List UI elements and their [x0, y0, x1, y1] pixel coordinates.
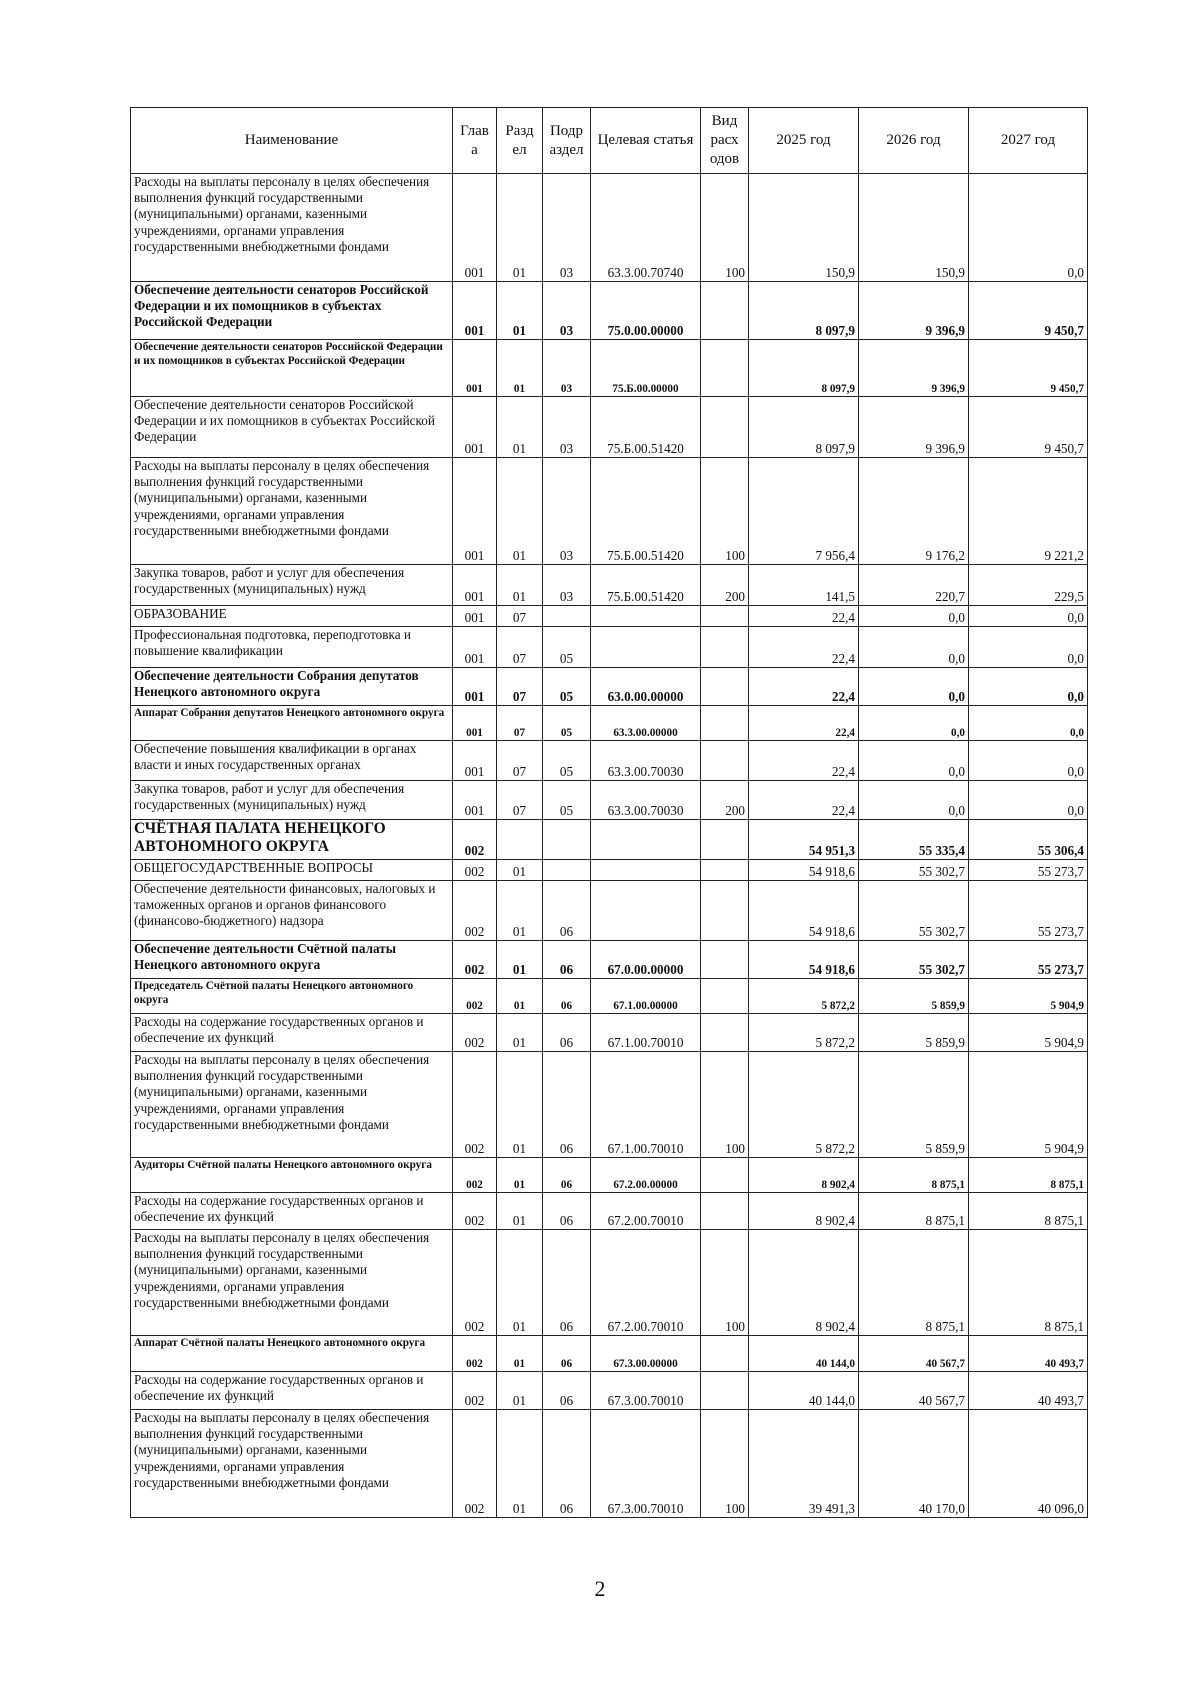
cell-expense-type — [701, 340, 749, 397]
cell-2027: 55 273,7 — [969, 860, 1088, 881]
cell-2027: 0,0 — [969, 706, 1088, 741]
cell-2027: 9 221,2 — [969, 458, 1088, 565]
cell-2027: 0,0 — [969, 781, 1088, 820]
cell-expense-type — [701, 606, 749, 627]
cell-2025: 54 918,6 — [749, 941, 859, 979]
cell-name: Закупка товаров, работ и услуг для обеспечения государственных (муниципальных) нужд — [131, 565, 453, 606]
table-row — [131, 1372, 1088, 1410]
table-row — [131, 979, 1088, 1014]
cell-2027: 9 450,7 — [969, 282, 1088, 340]
table-body — [131, 174, 1088, 1518]
cell-razdel — [497, 820, 543, 860]
cell-name: Расходы на выплаты персоналу в целях обеспечения выполнения функций государственными (муниципальными) органами, казенными учреждениями, органами управления государственными внебюджетными фондами — [131, 1052, 453, 1158]
cell-2026: 55 335,4 — [859, 820, 969, 860]
table-row — [131, 397, 1088, 458]
col-header-name: Наименование — [131, 108, 453, 174]
table-row — [131, 627, 1088, 668]
cell-name: Обеспечение деятельности сенаторов Российской Федерации и их помощников в субъектах Российской Федерации — [131, 340, 453, 397]
cell-razdel: 07 — [497, 627, 543, 668]
cell-name: Обеспечение деятельности Счётной палаты Ненецкого автономного округа — [131, 941, 453, 979]
cell-razdel: 01 — [497, 1230, 543, 1336]
cell-glava: 001 — [453, 565, 497, 606]
col-header-2025: 2025 год — [749, 108, 859, 174]
table-row — [131, 282, 1088, 340]
cell-podrazdel: 06 — [543, 1193, 591, 1230]
table-row — [131, 1193, 1088, 1230]
cell-2025: 8 902,4 — [749, 1158, 859, 1193]
cell-razdel: 01 — [497, 1193, 543, 1230]
cell-podrazdel: 06 — [543, 1230, 591, 1336]
cell-expense-type: 100 — [701, 174, 749, 282]
cell-expense-type — [701, 1158, 749, 1193]
table-row — [131, 1410, 1088, 1518]
cell-name: Закупка товаров, работ и услуг для обеспечения государственных (муниципальных) нужд — [131, 781, 453, 820]
cell-2026: 5 859,9 — [859, 1052, 969, 1158]
cell-2027: 5 904,9 — [969, 979, 1088, 1014]
cell-glava: 001 — [453, 458, 497, 565]
cell-expense-type: 200 — [701, 781, 749, 820]
cell-2026: 9 396,9 — [859, 397, 969, 458]
cell-glava: 001 — [453, 741, 497, 781]
cell-podrazdel: 06 — [543, 979, 591, 1014]
cell-razdel: 01 — [497, 1410, 543, 1518]
cell-glava: 001 — [453, 397, 497, 458]
cell-glava: 001 — [453, 606, 497, 627]
cell-razdel: 01 — [497, 1014, 543, 1052]
cell-glava: 001 — [453, 340, 497, 397]
cell-glava: 002 — [453, 941, 497, 979]
cell-razdel: 01 — [497, 174, 543, 282]
cell-podrazdel: 05 — [543, 741, 591, 781]
cell-razdel: 01 — [497, 282, 543, 340]
cell-razdel: 01 — [497, 397, 543, 458]
cell-2026: 0,0 — [859, 606, 969, 627]
cell-glava: 001 — [453, 627, 497, 668]
cell-2025: 22,4 — [749, 606, 859, 627]
cell-target-article: 67.3.00.70010 — [591, 1372, 701, 1410]
cell-2025: 22,4 — [749, 627, 859, 668]
cell-podrazdel — [543, 820, 591, 860]
cell-2027: 0,0 — [969, 627, 1088, 668]
cell-expense-type — [701, 979, 749, 1014]
cell-expense-type — [701, 1193, 749, 1230]
col-header-2026: 2026 год — [859, 108, 969, 174]
cell-2026: 0,0 — [859, 627, 969, 668]
cell-target-article — [591, 627, 701, 668]
col-header-statya: Целевая статья — [591, 108, 701, 174]
cell-2027: 0,0 — [969, 174, 1088, 282]
table-row — [131, 1336, 1088, 1372]
cell-2027: 8 875,1 — [969, 1230, 1088, 1336]
cell-razdel: 01 — [497, 979, 543, 1014]
cell-2027: 55 273,7 — [969, 941, 1088, 979]
cell-razdel: 01 — [497, 565, 543, 606]
cell-podrazdel: 05 — [543, 627, 591, 668]
cell-2026: 5 859,9 — [859, 979, 969, 1014]
cell-glava: 002 — [453, 860, 497, 881]
cell-2025: 5 872,2 — [749, 979, 859, 1014]
table-header-row — [131, 108, 1088, 174]
cell-2025: 5 872,2 — [749, 1052, 859, 1158]
cell-name: Расходы на содержание государственных органов и обеспечение их функций — [131, 1372, 453, 1410]
cell-name: Расходы на выплаты персоналу в целях обеспечения выполнения функций государственными (муниципальными) органами, казенными учреждениями, органами управления государственными внебюджетными фондами — [131, 1230, 453, 1336]
cell-2025: 22,4 — [749, 741, 859, 781]
cell-2026: 150,9 — [859, 174, 969, 282]
cell-target-article: 67.2.00.70010 — [591, 1193, 701, 1230]
cell-target-article: 67.1.00.00000 — [591, 979, 701, 1014]
cell-2027: 0,0 — [969, 606, 1088, 627]
cell-expense-type — [701, 1372, 749, 1410]
cell-2025: 8 097,9 — [749, 282, 859, 340]
cell-name: Расходы на содержание государственных органов и обеспечение их функций — [131, 1014, 453, 1052]
cell-2026: 0,0 — [859, 741, 969, 781]
cell-target-article: 63.3.00.70740 — [591, 174, 701, 282]
table-row — [131, 1230, 1088, 1336]
table-row — [131, 1158, 1088, 1193]
cell-target-article: 75.Б.00.00000 — [591, 340, 701, 397]
cell-podrazdel: 03 — [543, 397, 591, 458]
cell-target-article: 75.Б.00.51420 — [591, 565, 701, 606]
table-row — [131, 668, 1088, 706]
cell-name: Аудиторы Счётной палаты Ненецкого автономного округа — [131, 1158, 453, 1193]
cell-expense-type — [701, 860, 749, 881]
cell-podrazdel: 03 — [543, 282, 591, 340]
cell-glava: 002 — [453, 881, 497, 941]
cell-target-article: 67.1.00.70010 — [591, 1014, 701, 1052]
cell-podrazdel — [543, 606, 591, 627]
cell-name: Расходы на выплаты персоналу в целях обеспечения выполнения функций государственными (муниципальными) органами, казенными учреждениями, органами управления государственными внебюджетными фондами — [131, 174, 453, 282]
cell-expense-type — [701, 668, 749, 706]
cell-razdel: 01 — [497, 1336, 543, 1372]
cell-2026: 0,0 — [859, 668, 969, 706]
cell-razdel: 01 — [497, 340, 543, 397]
cell-target-article: 67.0.00.00000 — [591, 941, 701, 979]
cell-2026: 220,7 — [859, 565, 969, 606]
cell-target-article: 67.2.00.00000 — [591, 1158, 701, 1193]
cell-podrazdel: 06 — [543, 1410, 591, 1518]
cell-podrazdel: 05 — [543, 668, 591, 706]
cell-razdel: 01 — [497, 860, 543, 881]
cell-glava: 002 — [453, 820, 497, 860]
cell-2026: 9 396,9 — [859, 282, 969, 340]
cell-target-article: 63.3.00.70030 — [591, 781, 701, 820]
col-header-2027: 2027 год — [969, 108, 1088, 174]
cell-2026: 9 176,2 — [859, 458, 969, 565]
cell-expense-type — [701, 820, 749, 860]
table-row — [131, 741, 1088, 781]
cell-name: ОБРАЗОВАНИЕ — [131, 606, 453, 627]
cell-razdel: 07 — [497, 706, 543, 741]
cell-name: ОБЩЕГОСУДАРСТВЕННЫЕ ВОПРОСЫ — [131, 860, 453, 881]
cell-2026: 0,0 — [859, 781, 969, 820]
cell-2026: 8 875,1 — [859, 1230, 969, 1336]
cell-2026: 5 859,9 — [859, 1014, 969, 1052]
cell-glava: 002 — [453, 1193, 497, 1230]
cell-razdel: 01 — [497, 1158, 543, 1193]
cell-name: Аппарат Счётной палаты Ненецкого автономного округа — [131, 1336, 453, 1372]
cell-expense-type — [701, 1336, 749, 1372]
cell-2027: 40 493,7 — [969, 1372, 1088, 1410]
cell-podrazdel: 05 — [543, 781, 591, 820]
col-header-podrazdel: Подр аздел — [543, 108, 591, 174]
cell-2027: 40 096,0 — [969, 1410, 1088, 1518]
cell-2025: 22,4 — [749, 706, 859, 741]
table-row — [131, 458, 1088, 565]
cell-target-article: 67.3.00.00000 — [591, 1336, 701, 1372]
cell-target-article: 75.Б.00.51420 — [591, 397, 701, 458]
col-header-vid: Вид расх одов — [701, 108, 749, 174]
cell-2027: 0,0 — [969, 741, 1088, 781]
cell-target-article: 67.3.00.70010 — [591, 1410, 701, 1518]
cell-podrazdel: 06 — [543, 1158, 591, 1193]
cell-podrazdel: 06 — [543, 1372, 591, 1410]
cell-razdel: 01 — [497, 458, 543, 565]
cell-podrazdel: 03 — [543, 174, 591, 282]
table-row — [131, 941, 1088, 979]
cell-2026: 40 567,7 — [859, 1372, 969, 1410]
cell-2026: 55 302,7 — [859, 941, 969, 979]
cell-podrazdel: 06 — [543, 1336, 591, 1372]
cell-2026: 0,0 — [859, 706, 969, 741]
cell-name: Профессиональная подготовка, переподготовка и повышение квалификации — [131, 627, 453, 668]
cell-name: Обеспечение деятельности сенаторов Российской Федерации и их помощников в субъектах Российской Федерации — [131, 397, 453, 458]
cell-2027: 8 875,1 — [969, 1193, 1088, 1230]
cell-podrazdel: 06 — [543, 1014, 591, 1052]
budget-table — [130, 107, 1088, 1518]
col-header-glava: Глав а — [453, 108, 497, 174]
cell-name: Аппарат Собрания депутатов Ненецкого автономного округа — [131, 706, 453, 741]
cell-2025: 7 956,4 — [749, 458, 859, 565]
cell-razdel: 01 — [497, 1052, 543, 1158]
cell-podrazdel — [543, 860, 591, 881]
cell-target-article: 63.3.00.70030 — [591, 741, 701, 781]
cell-expense-type — [701, 1014, 749, 1052]
cell-podrazdel: 06 — [543, 1052, 591, 1158]
cell-razdel: 01 — [497, 941, 543, 979]
cell-2025: 141,5 — [749, 565, 859, 606]
cell-2025: 54 918,6 — [749, 860, 859, 881]
cell-podrazdel: 03 — [543, 340, 591, 397]
cell-expense-type: 100 — [701, 1410, 749, 1518]
cell-razdel: 01 — [497, 881, 543, 941]
cell-2026: 9 396,9 — [859, 340, 969, 397]
cell-2026: 55 302,7 — [859, 881, 969, 941]
cell-glava: 001 — [453, 781, 497, 820]
cell-razdel: 01 — [497, 1372, 543, 1410]
cell-podrazdel: 03 — [543, 565, 591, 606]
table-row — [131, 565, 1088, 606]
cell-2025: 40 144,0 — [749, 1372, 859, 1410]
cell-glava: 002 — [453, 1052, 497, 1158]
table-row — [131, 174, 1088, 282]
table-row — [131, 881, 1088, 941]
cell-target-article: 75.Б.00.51420 — [591, 458, 701, 565]
cell-2025: 22,4 — [749, 781, 859, 820]
cell-2027: 5 904,9 — [969, 1014, 1088, 1052]
cell-razdel: 07 — [497, 741, 543, 781]
cell-target-article: 63.0.00.00000 — [591, 668, 701, 706]
cell-expense-type — [701, 282, 749, 340]
cell-razdel: 07 — [497, 668, 543, 706]
cell-2027: 8 875,1 — [969, 1158, 1088, 1193]
cell-glava: 002 — [453, 979, 497, 1014]
cell-glava: 001 — [453, 174, 497, 282]
cell-glava: 002 — [453, 1410, 497, 1518]
cell-2026: 8 875,1 — [859, 1158, 969, 1193]
cell-glava: 002 — [453, 1158, 497, 1193]
cell-target-article: 75.0.00.00000 — [591, 282, 701, 340]
cell-glava: 001 — [453, 668, 497, 706]
cell-expense-type: 100 — [701, 1230, 749, 1336]
cell-name: Расходы на выплаты персоналу в целях обеспечения выполнения функций государственными (муниципальными) органами, казенными учреждениями, органами управления государственными внебюджетными фондами — [131, 458, 453, 565]
cell-expense-type — [701, 741, 749, 781]
table-row — [131, 340, 1088, 397]
cell-glava: 001 — [453, 282, 497, 340]
cell-podrazdel: 06 — [543, 941, 591, 979]
cell-expense-type — [701, 627, 749, 668]
cell-2027: 55 273,7 — [969, 881, 1088, 941]
cell-glava: 002 — [453, 1230, 497, 1336]
cell-2025: 39 491,3 — [749, 1410, 859, 1518]
cell-2025: 54 918,6 — [749, 881, 859, 941]
cell-2027: 55 306,4 — [969, 820, 1088, 860]
table-row — [131, 1052, 1088, 1158]
cell-target-article — [591, 881, 701, 941]
cell-expense-type: 100 — [701, 1052, 749, 1158]
col-header-razdel: Разд ел — [497, 108, 543, 174]
cell-name: Расходы на выплаты персоналу в целях обеспечения выполнения функций государственными (муниципальными) органами, казенными учреждениями, органами управления государственными внебюджетными фондами — [131, 1410, 453, 1518]
cell-glava: 002 — [453, 1336, 497, 1372]
cell-glava: 002 — [453, 1372, 497, 1410]
cell-2025: 8 902,4 — [749, 1230, 859, 1336]
cell-expense-type — [701, 397, 749, 458]
cell-glava: 001 — [453, 706, 497, 741]
cell-2027: 9 450,7 — [969, 340, 1088, 397]
cell-target-article: 67.2.00.70010 — [591, 1230, 701, 1336]
cell-2025: 22,4 — [749, 668, 859, 706]
cell-2027: 5 904,9 — [969, 1052, 1088, 1158]
cell-2025: 150,9 — [749, 174, 859, 282]
cell-2025: 8 097,9 — [749, 397, 859, 458]
cell-razdel: 07 — [497, 781, 543, 820]
cell-2026: 40 170,0 — [859, 1410, 969, 1518]
cell-2025: 5 872,2 — [749, 1014, 859, 1052]
cell-2025: 54 951,3 — [749, 820, 859, 860]
table-row — [131, 860, 1088, 881]
cell-target-article: 63.3.00.00000 — [591, 706, 701, 741]
cell-podrazdel: 06 — [543, 881, 591, 941]
page-number: 2 — [594, 1576, 606, 1601]
table-row — [131, 606, 1088, 627]
cell-2027: 229,5 — [969, 565, 1088, 606]
cell-target-article — [591, 820, 701, 860]
cell-name: Председатель Счётной палаты Ненецкого автономного округа — [131, 979, 453, 1014]
cell-expense-type — [701, 881, 749, 941]
cell-2027: 0,0 — [969, 668, 1088, 706]
cell-expense-type: 100 — [701, 458, 749, 565]
cell-target-article: 67.1.00.70010 — [591, 1052, 701, 1158]
cell-name: СЧЁТНАЯ ПАЛАТА НЕНЕЦКОГО АВТОНОМНОГО ОКРУГА — [131, 820, 453, 860]
cell-2025: 8 097,9 — [749, 340, 859, 397]
cell-target-article — [591, 860, 701, 881]
cell-name: Расходы на содержание государственных органов и обеспечение их функций — [131, 1193, 453, 1230]
cell-podrazdel: 05 — [543, 706, 591, 741]
table-row — [131, 706, 1088, 741]
cell-2026: 40 567,7 — [859, 1336, 969, 1372]
cell-podrazdel: 03 — [543, 458, 591, 565]
cell-2025: 8 902,4 — [749, 1193, 859, 1230]
cell-name: Обеспечение деятельности финансовых, налоговых и таможенных органов и органов финансового (финансово-бюджетного) надзора — [131, 881, 453, 941]
cell-expense-type: 200 — [701, 565, 749, 606]
table-row — [131, 781, 1088, 820]
table-row — [131, 1014, 1088, 1052]
cell-expense-type — [701, 706, 749, 741]
cell-2025: 40 144,0 — [749, 1336, 859, 1372]
cell-razdel: 07 — [497, 606, 543, 627]
cell-target-article — [591, 606, 701, 627]
cell-glava: 002 — [453, 1014, 497, 1052]
cell-2026: 55 302,7 — [859, 860, 969, 881]
table-row — [131, 820, 1088, 860]
cell-name: Обеспечение повышения квалификации в органах власти и иных государственных органах — [131, 741, 453, 781]
cell-2026: 8 875,1 — [859, 1193, 969, 1230]
cell-name: Обеспечение деятельности сенаторов Российской Федерации и их помощников в субъектах Российской Федерации — [131, 282, 453, 340]
cell-2027: 40 493,7 — [969, 1336, 1088, 1372]
cell-2027: 9 450,7 — [969, 397, 1088, 458]
cell-name: Обеспечение деятельности Собрания депутатов Ненецкого автономного округа — [131, 668, 453, 706]
cell-expense-type — [701, 941, 749, 979]
